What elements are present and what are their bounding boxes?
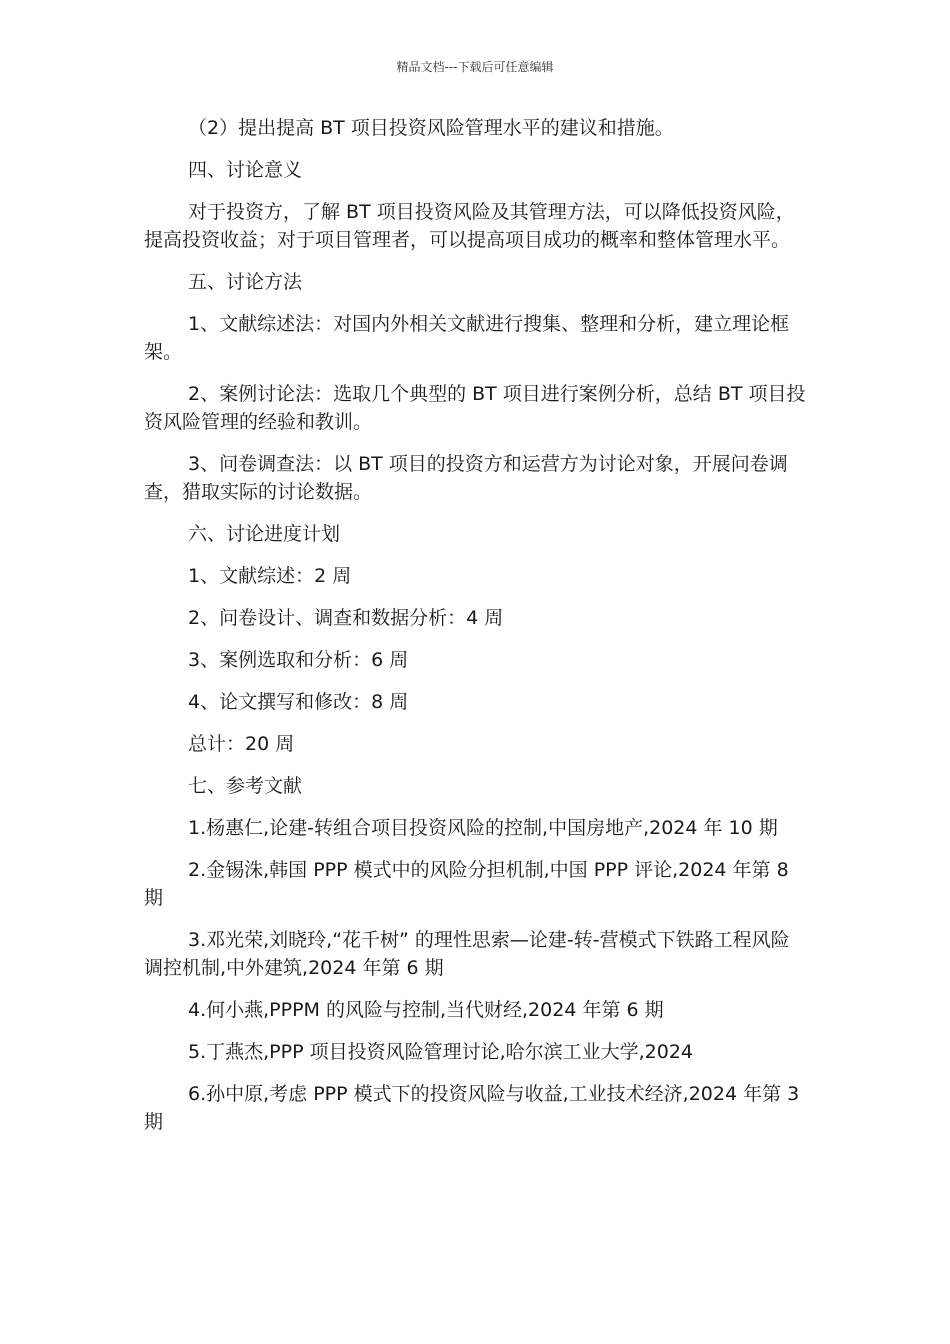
page-header: 精品文档---下载后可任意编辑 xyxy=(396,60,554,74)
reference-item-1: 1.杨惠仁,论建-转组合项目投资风险的控制,中国房地产,2024 年 10 期 xyxy=(188,817,778,839)
reference-item-4: 4.何小燕,PPPM 的风险与控制,当代财经,2024 年第 6 期 xyxy=(188,999,664,1021)
reference-item-6: 6.孙中原,考虑 PPP 模式下的投资风险与收益,工业技术经济,2024 年第 3 期 xyxy=(144,1083,800,1133)
paragraph-method-2: 2、案例讨论法：选取几个典型的 BT 项目进行案例分析，总结 BT 项目投资风险管理的经验和教训。 xyxy=(144,383,806,433)
reference-item-5: 5.丁燕杰,PPP 项目投资风险管理讨论,哈尔滨工业大学,2024 xyxy=(188,1041,694,1063)
schedule-item-2: 2、问卷设计、调查和数据分析：4 周 xyxy=(188,607,504,629)
document-body xyxy=(144,114,808,1150)
section-heading-references: 七、参考文献 xyxy=(188,775,303,797)
paragraph-method-1: 1、文献综述法：对国内外相关文献进行搜集、整理和分析，建立理论框架。 xyxy=(144,313,790,363)
reference-item-2: 2.金锡洙,韩国 PPP 模式中的风险分担机制,中国 PPP 评论,2024 年第 8 期 xyxy=(144,859,789,909)
reference-item-3: 3.邓光荣,刘晓玲,“花千树” 的理性思索—论建-转-营模式下铁路工程风险调控机制,中外建筑,2024 年第 6 期 xyxy=(144,929,790,979)
paragraph-method-3: 3、问卷调查法：以 BT 项目的投资方和运营方为讨论对象，开展问卷调查，猎取实际的讨论数据。 xyxy=(144,453,788,503)
schedule-item-3: 3、案例选取和分析：6 周 xyxy=(188,649,409,671)
section-heading-schedule: 六、讨论进度计划 xyxy=(188,523,341,545)
section-heading-methods: 五、讨论方法 xyxy=(188,271,303,293)
paragraph-significance: 对于投资方，了解 BT 项目投资风险及其管理方法，可以降低投资风险，提高投资收益；对于项目管理者，可以提高项目成功的概率和整体管理水平。 xyxy=(144,201,795,251)
schedule-item-1: 1、文献综述：2 周 xyxy=(188,565,352,587)
section-heading-significance: 四、讨论意义 xyxy=(188,159,303,181)
schedule-total: 总计：20 周 xyxy=(188,733,295,755)
paragraph-proposal-item-2: （2）提出提高 BT 项目投资风险管理水平的建议和措施。 xyxy=(188,117,674,139)
schedule-item-4: 4、论文撰写和修改：8 周 xyxy=(188,691,409,713)
